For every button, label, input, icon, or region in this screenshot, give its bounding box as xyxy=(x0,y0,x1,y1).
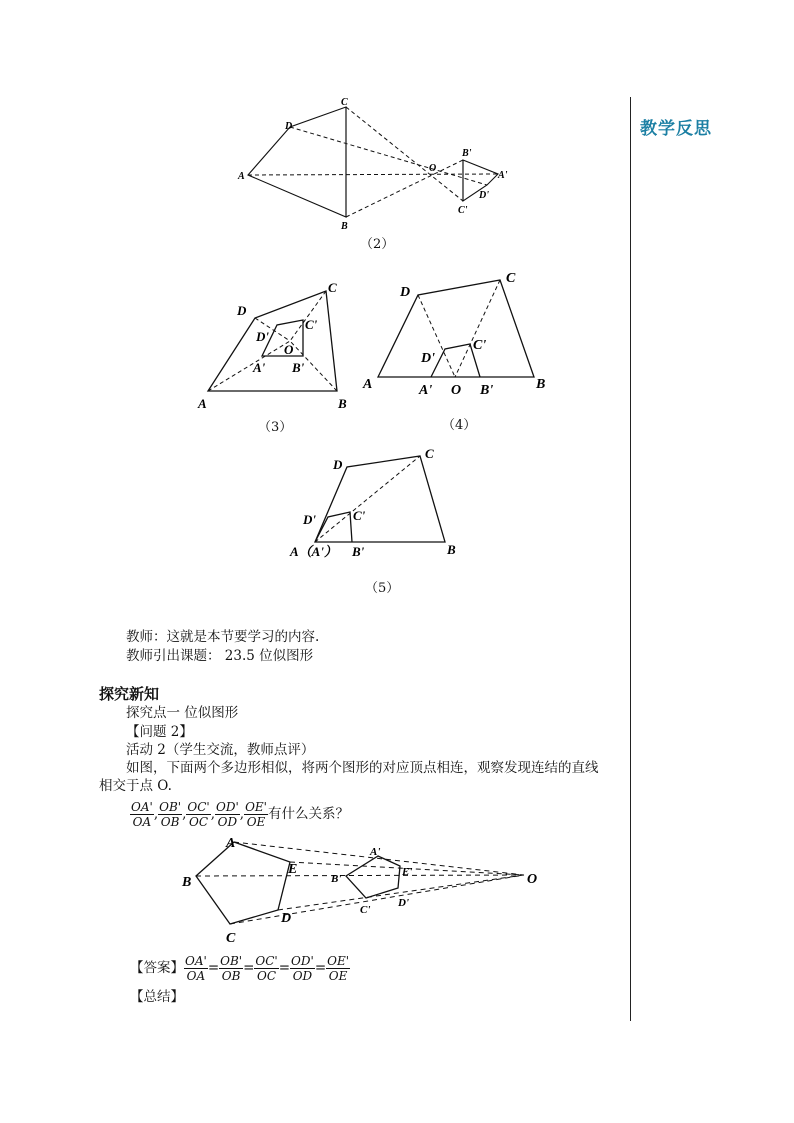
fig5-label-c1: C' xyxy=(353,508,366,523)
fig4-label-d: D xyxy=(400,285,411,300)
fig3-caption: （3） xyxy=(258,420,293,435)
section-heading: 探究新知 xyxy=(99,685,160,703)
fig6-label-b1: B' xyxy=(331,873,342,885)
fig2-label-c: C xyxy=(341,97,348,108)
answer-ratio-c: $\frac{OC'}{OC}$ xyxy=(255,953,278,983)
explore-point-1: 探究点一 位似图形 xyxy=(126,705,239,721)
fig6-label-c: C xyxy=(226,931,236,946)
answer-ratio-d: $\frac{OD'}{OD}$ xyxy=(291,953,314,983)
fig2-label-d: D xyxy=(285,121,293,132)
fig4-label-c: C xyxy=(506,271,516,286)
teacher-line-1: 教师：这就是本节要学习的内容. xyxy=(126,629,320,645)
fig4-label-d1: D' xyxy=(421,351,435,366)
fig6-label-d1: D' xyxy=(398,897,409,909)
figure-2 xyxy=(230,95,520,235)
fig5-label-a: A（A'） xyxy=(290,544,337,559)
fig6-label-o: O xyxy=(527,872,538,887)
activity-line: 活动 2（学生交流，教师点评） xyxy=(126,742,315,758)
sidebar-title: 教学反思 xyxy=(640,119,712,139)
figure-3 xyxy=(195,275,355,415)
fig3-label-c1: C' xyxy=(305,317,318,332)
fig4-label-o: O xyxy=(451,383,462,398)
figure-6-pentagons xyxy=(178,834,548,946)
fig2-label-a1: A' xyxy=(498,170,508,181)
figure-5 xyxy=(285,440,475,570)
ratio-b: $\frac{OB'}{OB}$ xyxy=(159,799,182,829)
fig3-label-b1: B' xyxy=(292,360,305,375)
fig4-label-a1: A' xyxy=(419,383,433,398)
fig6-label-e: E xyxy=(288,862,298,877)
fig6-label-d: D xyxy=(281,911,292,926)
fig2-label-b1: B' xyxy=(462,148,472,159)
ratio-e: $\frac{OE'}{OE}$ xyxy=(245,799,267,829)
fig5-label-d: D xyxy=(333,457,343,472)
fig2-label-d1: D' xyxy=(479,190,489,201)
fig5-label-b1: B' xyxy=(352,544,365,559)
fig3-label-a1: A' xyxy=(253,360,266,375)
ratio-c: $\frac{OC'}{OC}$ xyxy=(187,799,210,829)
fig5-label-c: C xyxy=(425,446,434,461)
answer-label: 【答案】 xyxy=(130,959,184,976)
sidebar-divider xyxy=(630,97,631,1021)
fig5-caption: （5） xyxy=(365,581,400,596)
question-label: 【问题 2】 xyxy=(126,724,193,740)
summary-label: 【总结】 xyxy=(130,989,184,1005)
fig4-label-b1: B' xyxy=(480,383,494,398)
fig2-label-c1: C' xyxy=(458,205,468,216)
fig3-label-o: O xyxy=(284,342,294,357)
fig6-label-a1: A' xyxy=(370,846,381,858)
fig6-label-c1: C' xyxy=(360,904,371,916)
answer-ratio-e: $\frac{OE'}{OE}$ xyxy=(327,953,350,983)
answer-ratio-a: $\frac{OA'}{OA}$ xyxy=(185,953,207,983)
fig3-label-c: C xyxy=(328,280,337,295)
answer-ratio-b: $\frac{OB'}{OB}$ xyxy=(220,953,243,983)
fig4-label-c1: C' xyxy=(473,338,487,353)
answer-line: 【答案】 $\frac{OA'}{OA}$ = $\frac{OB'}{OB}$ = $\frac{OC'}{OC}$ = $\frac{OD'}{OD}$ = $\frac{OE'}{OE}$ xyxy=(130,953,350,983)
fig2-label-b: B xyxy=(341,221,348,232)
body-line-2: 相交于点 O. xyxy=(99,778,172,794)
fig2-caption: （2） xyxy=(360,237,395,252)
fig3-label-b: B xyxy=(338,396,347,411)
fig5-label-b: B xyxy=(447,542,456,557)
fig2-label-a: A xyxy=(238,171,245,182)
fig5-label-d1: D' xyxy=(303,512,316,527)
teacher-line-2: 教师引出课题： 23.5 位似图形 xyxy=(126,648,314,664)
fig2-label-o: O xyxy=(429,163,437,174)
fig4-label-b: B xyxy=(536,377,546,392)
body-line-1: 如图，下面两个多边形相似，将两个图形的对应顶点相连，观察发现连结的直线 xyxy=(126,760,599,776)
fig6-label-b: B xyxy=(182,875,192,890)
fig6-label-a: A xyxy=(226,836,236,851)
ratio-d: $\frac{OD'}{OD}$ xyxy=(216,799,239,829)
fig3-label-d: D xyxy=(237,303,247,318)
fig6-label-e1: E' xyxy=(402,866,413,878)
fig4-caption: （4） xyxy=(442,418,477,433)
figure-4 xyxy=(358,262,558,402)
fig3-label-a: A xyxy=(198,396,207,411)
fig4-label-a: A xyxy=(363,377,373,392)
ratio-a: $\frac{OA'}{OA}$ xyxy=(131,799,153,829)
ratio-question: $\frac{OA'}{OA}$ , $\frac{OB'}{OB}$ , $\frac{OC'}{OC}$ , $\frac{OD'}{OD}$ , $\frac{OE'}{OE}$ 有什么关系？ xyxy=(131,799,349,829)
fig3-label-d1: D' xyxy=(256,329,269,344)
